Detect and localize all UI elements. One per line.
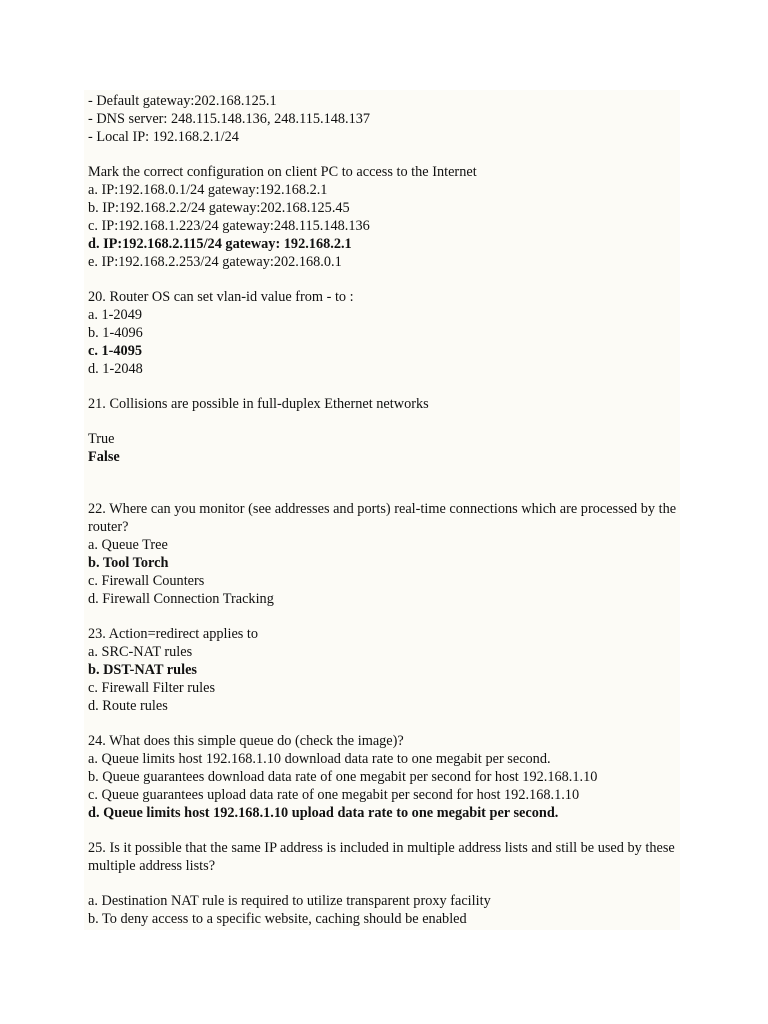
q22-option-b-correct: b. Tool Torch [88, 555, 169, 571]
local-ip-line: - Local IP: 192.168.2.1/24 [88, 129, 239, 145]
spacer [88, 271, 678, 288]
spacer [88, 378, 678, 395]
q22-option-c: c. Firewall Counters [88, 573, 205, 589]
q23-option-a: a. SRC-NAT rules [88, 644, 193, 660]
q20-option-c-correct: c. 1-4095 [88, 343, 142, 359]
q19-option-c: c. IP:192.168.1.223/24 gateway:248.115.148.136 [88, 218, 370, 234]
q20-option-d: d. 1-2048 [88, 361, 143, 377]
q19-option-d-correct: d. IP:192.168.2.115/24 gateway: 192.168.2.1 [88, 236, 352, 252]
q25-option-b: b. To deny access to a specific website, caching should be enabled [88, 911, 467, 927]
q24-question: 24. What does this simple queue do (check the image)? [88, 733, 404, 749]
spacer [88, 466, 678, 500]
q21-option-true: True [88, 431, 115, 447]
q23-question: 23. Action=redirect applies to [88, 626, 259, 642]
q23-option-c: c. Firewall Filter rules [88, 680, 216, 696]
q19-question: Mark the correct configuration on client PC to access to the Internet [88, 164, 477, 180]
q21-question: 21. Collisions are possible in full-duplex Ethernet networks [88, 396, 429, 412]
q25-option-a: a. Destination NAT rule is required to utilize transparent proxy facility [88, 893, 491, 909]
document-text [88, 92, 678, 928]
q23-option-d: d. Route rules [88, 698, 168, 714]
q19-option-a: a. IP:192.168.0.1/24 gateway:192.168.2.1 [88, 182, 328, 198]
document-content-area [84, 90, 680, 930]
q20-question: 20. Router OS can set vlan-id value from - to : [88, 289, 354, 305]
spacer [88, 822, 678, 839]
q22-option-a: a. Queue Tree [88, 537, 168, 553]
q24-option-c: c. Queue guarantees upload data rate of one megabit per second for host 192.168.1.10 [88, 787, 580, 803]
q24-option-b: b. Queue guarantees download data rate of one megabit per second for host 192.168.1.10 [88, 769, 598, 785]
spacer [88, 608, 678, 625]
spacer [88, 715, 678, 732]
q20-option-b: b. 1-4096 [88, 325, 143, 341]
q24-option-a: a. Queue limits host 192.168.1.10 download data rate to one megabit per second. [88, 751, 551, 767]
spacer [88, 413, 678, 430]
q20-option-a: a. 1-2049 [88, 307, 142, 323]
default-gateway-line: - Default gateway:202.168.125.1 [88, 93, 277, 109]
spacer [88, 875, 678, 892]
q22-option-d: d. Firewall Connection Tracking [88, 591, 274, 607]
q24-option-d-correct: d. Queue limits host 192.168.1.10 upload data rate to one megabit per second. [88, 805, 559, 821]
q19-option-e: e. IP:192.168.2.253/24 gateway:202.168.0.1 [88, 254, 342, 270]
q19-option-b: b. IP:192.168.2.2/24 gateway:202.168.125.45 [88, 200, 350, 216]
dns-server-line: - DNS server: 248.115.148.136, 248.115.148.137 [88, 111, 371, 127]
q23-option-b-correct: b. DST-NAT rules [88, 662, 197, 678]
q21-option-false-correct: False [88, 449, 120, 465]
q22-question: 22. Where can you monitor (see addresses and ports) real-time connections which are processed by the router? [88, 501, 677, 535]
spacer [88, 146, 678, 163]
q25-question: 25. Is it possible that the same IP address is included in multiple address lists and still be used by these multiple address lists? [88, 840, 675, 874]
